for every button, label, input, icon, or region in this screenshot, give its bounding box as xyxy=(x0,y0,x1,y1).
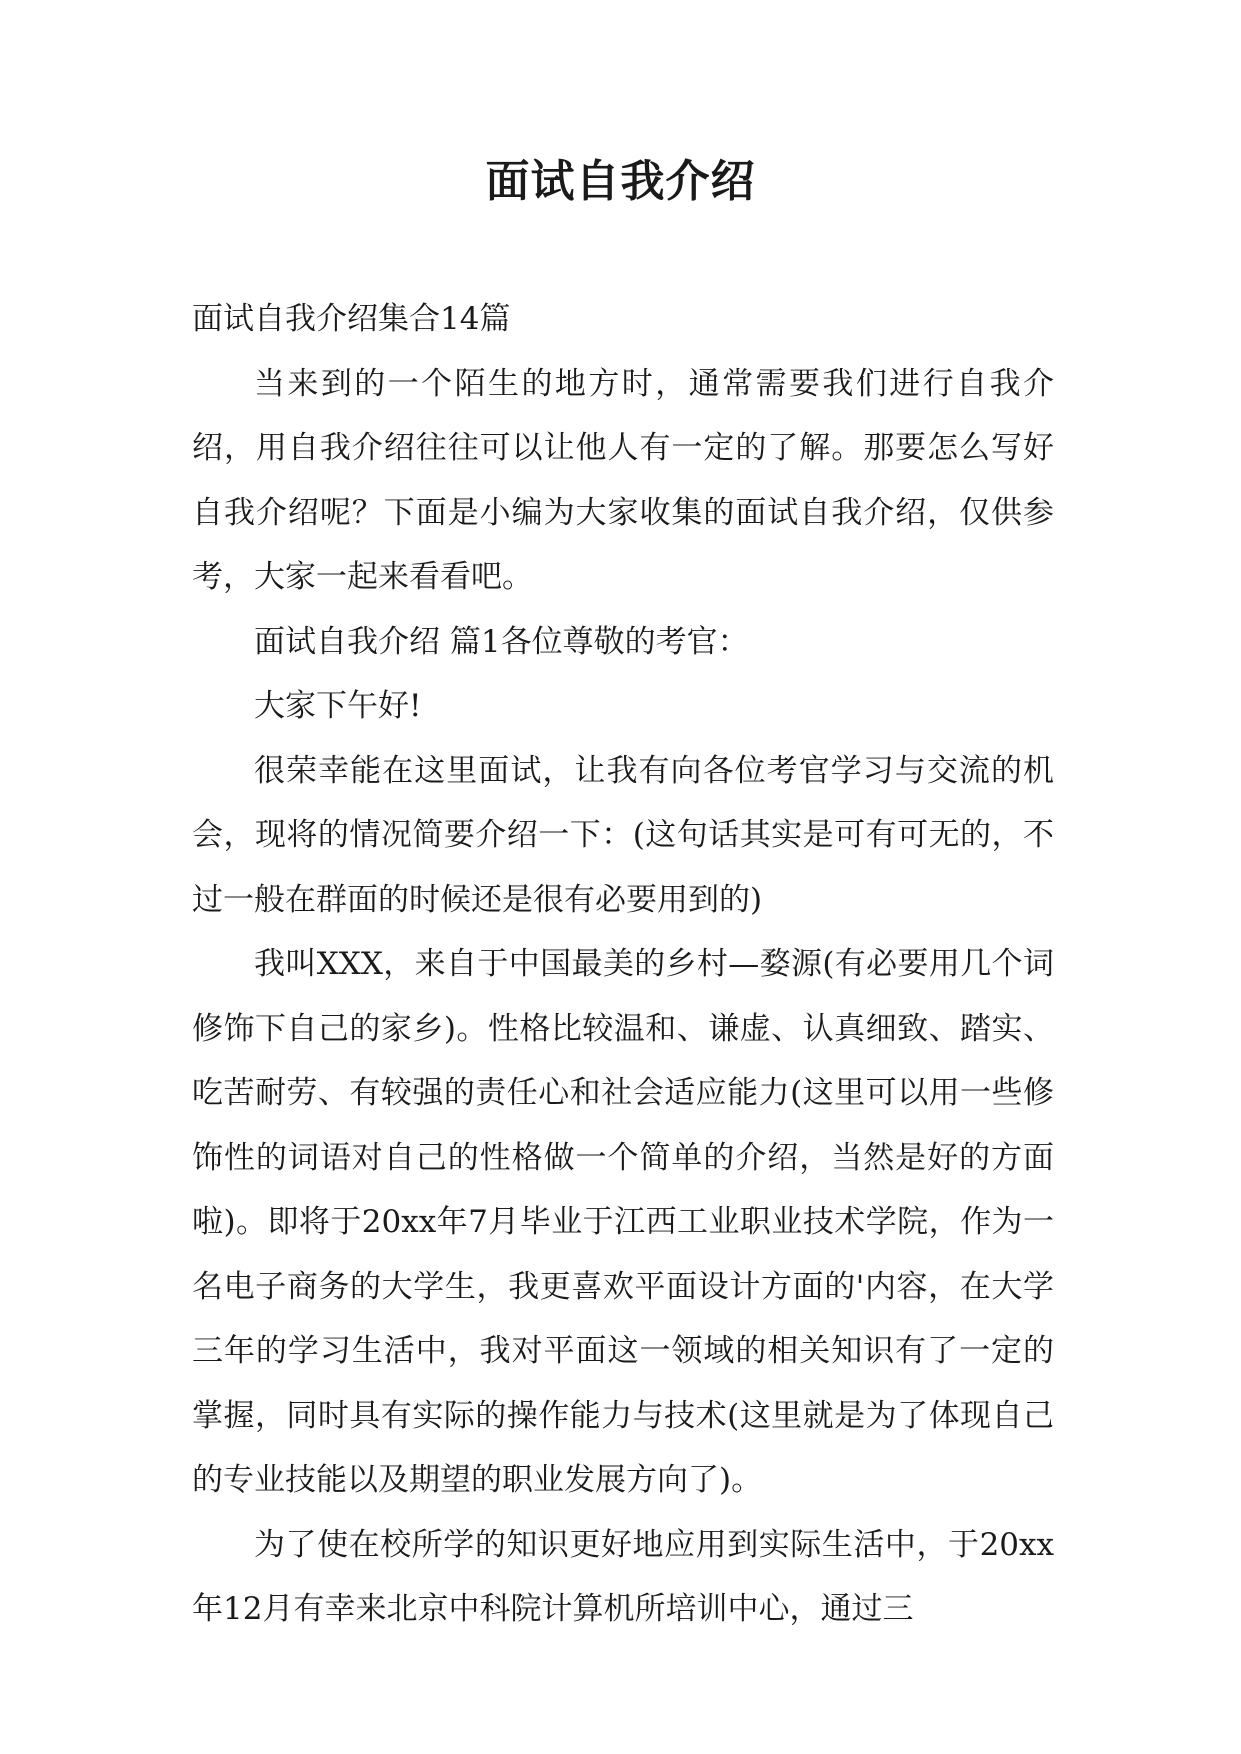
paragraph-self-description: 我叫XXX，来自于中国最美的乡村—婺源(有必要用几个词修饰下自己的家乡)。性格比较温和、谦虚、认真细致、踏实、吃苦耐劳、有较强的责任心和社会适应能力(这里可以用一些修饰性的词语对自己的性格做一个简单的介绍，当然是好的方面啦)。即将于20xx年7月毕业于江西工业职业技术学院，作为一名电子商务的大学生，我更喜欢平面设计方面的'内容，在大学三年的学习生活中，我对平面这一领域的相关知识有了一定的掌握，同时具有实际的操作能力与技术(这里就是为了体现自己的专业技能以及期望的职业发展方向了)。 xyxy=(192,946,1054,1498)
paragraph-subtitle: 面试自我介绍集合14篇 xyxy=(192,301,511,337)
document-title: 面试自我介绍 xyxy=(485,156,756,207)
paragraph-section-heading: 面试自我介绍 篇1各位尊敬的考官： xyxy=(254,623,749,660)
paragraph-greeting: 大家下午好! xyxy=(254,688,422,724)
paragraph-intro: 当来到的一个陌生的地方时，通常需要我们进行自我介绍，用自我介绍往往可以让他人有一定的了解。那要怎么写好自我介绍呢？下面是小编为大家收集的面试自我介绍，仅供参考，大家一起来看看吧。 xyxy=(192,365,1054,595)
paragraph-opening: 很荣幸能在这里面试，让我有向各位考官学习与交流的机会，现将的情况简要介绍一下：(这句话其实是可有可无的，不过一般在群面的时候还是很有必要用到的) xyxy=(192,752,1054,918)
document-body xyxy=(192,287,1054,1642)
paragraph-training: 为了使在校所学的知识更好地应用到实际生活中，于20xx年12月有幸来北京中科院计算机所培训中心，通过三 xyxy=(192,1526,1054,1627)
